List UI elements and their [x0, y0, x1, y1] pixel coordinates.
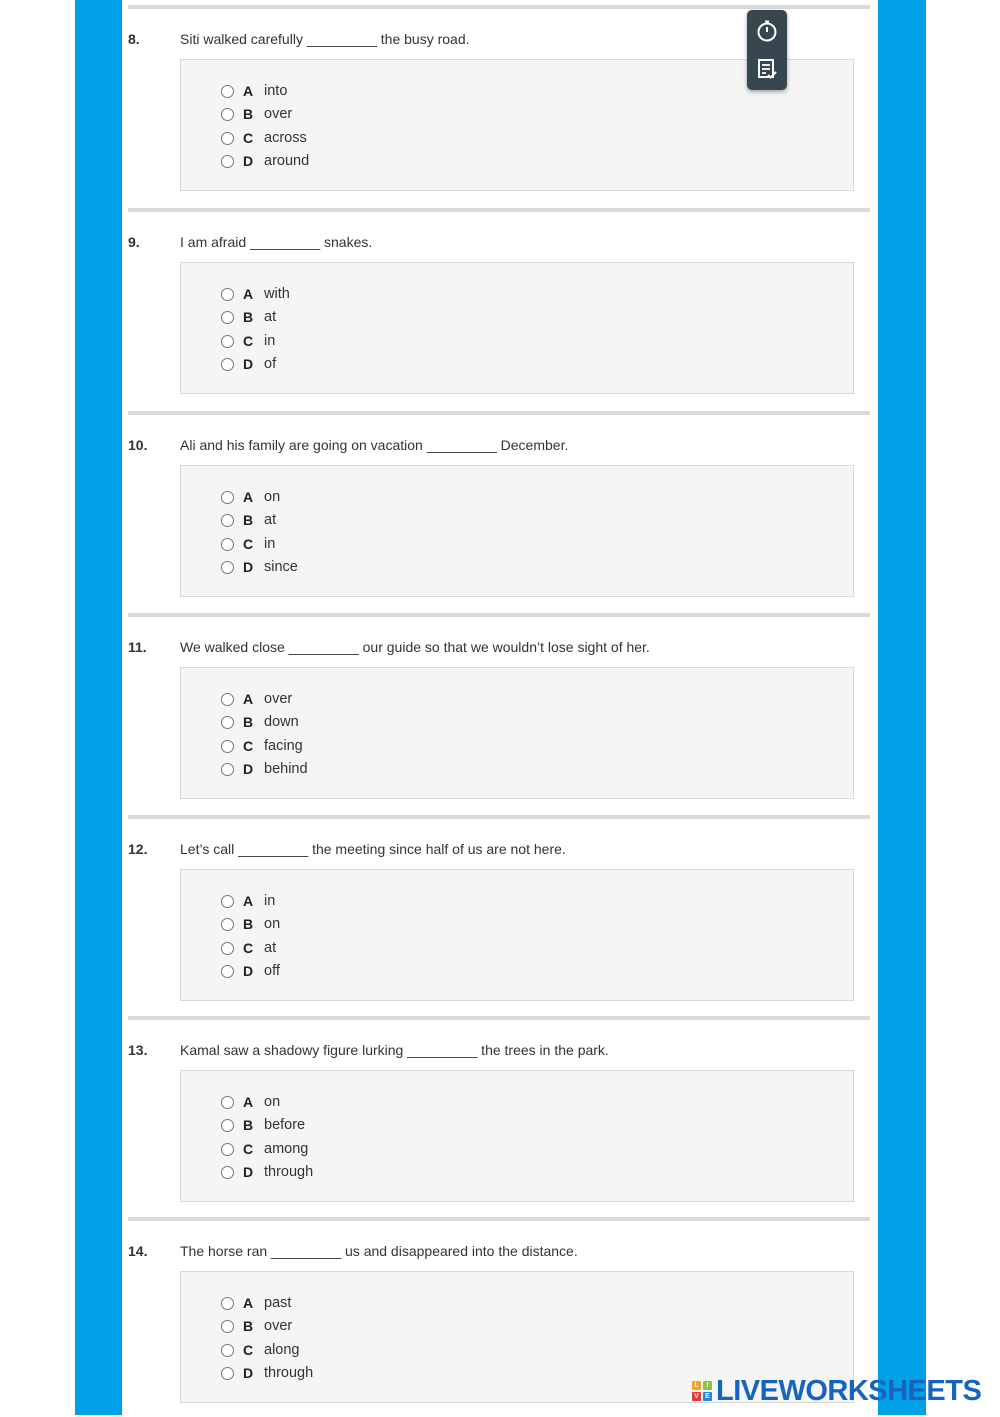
radio-button[interactable]: [221, 895, 234, 908]
option-letter: D: [243, 1164, 254, 1180]
answer-option[interactable]: [221, 1162, 313, 1182]
answer-option[interactable]: [221, 938, 276, 958]
question-text: The horse ran _________ us and disappeared into the distance.: [180, 1243, 578, 1259]
question-divider: [128, 5, 870, 9]
answer-option[interactable]: [221, 128, 307, 148]
radio-button[interactable]: [221, 763, 234, 776]
answer-options-box: [180, 667, 854, 799]
question-number: 11.: [128, 639, 147, 655]
answer-option[interactable]: [221, 961, 280, 981]
answer-option[interactable]: [221, 914, 280, 934]
radio-button[interactable]: [221, 514, 234, 527]
option-text: with: [264, 286, 290, 302]
option-letter: C: [243, 1141, 254, 1157]
option-text: in: [264, 893, 276, 909]
answer-option[interactable]: [221, 1340, 299, 1360]
checklist-icon: [755, 57, 779, 81]
answer-option[interactable]: [221, 759, 308, 779]
option-letter: A: [243, 83, 254, 99]
question-divider: [128, 1016, 870, 1020]
option-text: among: [264, 1141, 309, 1157]
radio-button[interactable]: [221, 1297, 234, 1310]
option-text: before: [264, 1117, 306, 1133]
option-text: down: [264, 714, 299, 730]
radio-button[interactable]: [221, 85, 234, 98]
option-text: through: [264, 1164, 314, 1180]
answer-option[interactable]: [221, 354, 276, 374]
option-letter: B: [243, 309, 254, 325]
option-letter: C: [243, 738, 254, 754]
option-text: off: [264, 963, 280, 979]
answer-option[interactable]: [221, 736, 303, 756]
radio-button[interactable]: [221, 491, 234, 504]
logo-text: LIVEWORKSHEETS: [716, 1374, 982, 1407]
option-text: in: [264, 536, 276, 552]
option-letter: C: [243, 1342, 254, 1358]
question-block: [128, 208, 870, 408]
option-letter: D: [243, 153, 254, 169]
radio-button[interactable]: [221, 1344, 234, 1357]
answer-option[interactable]: [221, 151, 309, 171]
option-text: along: [264, 1342, 300, 1358]
question-text: Siti walked carefully _________ the busy road.: [180, 31, 470, 47]
radio-button[interactable]: [221, 538, 234, 551]
option-text: past: [264, 1295, 292, 1311]
option-letter: B: [243, 714, 254, 730]
question-number: 14.: [128, 1243, 148, 1259]
answer-option[interactable]: [221, 1316, 292, 1336]
option-text: on: [264, 916, 281, 932]
question-text: Ali and his family are going on vacation _________ December.: [180, 437, 569, 453]
floating-toolbar: [747, 10, 787, 90]
option-text: on: [264, 1094, 281, 1110]
option-letter: A: [243, 1094, 254, 1110]
answer-option[interactable]: [221, 1092, 280, 1112]
liveworksheets-logo: [692, 1372, 981, 1410]
radio-button[interactable]: [221, 1166, 234, 1179]
option-letter: C: [243, 940, 254, 956]
option-text: since: [264, 559, 298, 575]
answer-option[interactable]: [221, 104, 292, 124]
timer-button[interactable]: [751, 14, 783, 48]
question-divider: [128, 1217, 870, 1221]
option-text: over: [264, 106, 293, 122]
option-text: through: [264, 1365, 314, 1381]
radio-button[interactable]: [221, 1320, 234, 1333]
answer-option[interactable]: [221, 307, 276, 327]
option-text: into: [264, 83, 288, 99]
option-letter: C: [243, 333, 254, 349]
radio-button[interactable]: [221, 358, 234, 371]
answer-option[interactable]: [221, 891, 275, 911]
radio-button[interactable]: [221, 108, 234, 121]
answer-option[interactable]: [221, 1115, 305, 1135]
question-number: 13.: [128, 1042, 148, 1058]
option-text: in: [264, 333, 276, 349]
answer-option[interactable]: [221, 487, 280, 507]
option-letter: D: [243, 1365, 254, 1381]
radio-button[interactable]: [221, 918, 234, 931]
question-number: 10.: [128, 437, 148, 453]
radio-button[interactable]: [221, 335, 234, 348]
question-divider: [128, 208, 870, 212]
question-block: [128, 411, 870, 611]
radio-button[interactable]: [221, 311, 234, 324]
option-text: at: [264, 512, 277, 528]
radio-button[interactable]: [221, 132, 234, 145]
left-border-bar: [75, 0, 122, 1415]
option-letter: B: [243, 106, 254, 122]
logo-tile: V: [692, 1392, 701, 1401]
answer-option[interactable]: [221, 81, 287, 101]
answer-option[interactable]: [221, 510, 276, 530]
radio-button[interactable]: [221, 740, 234, 753]
question-text: We walked close _________ our guide so that we wouldn’t lose sight of her.: [180, 639, 650, 655]
option-letter: B: [243, 512, 254, 528]
option-text: at: [264, 940, 277, 956]
radio-button[interactable]: [221, 942, 234, 955]
option-letter: B: [243, 1117, 254, 1133]
option-letter: A: [243, 893, 254, 909]
option-text: on: [264, 489, 281, 505]
answer-option[interactable]: [221, 534, 275, 554]
right-border-bar: [878, 0, 926, 1415]
question-number: 8.: [128, 31, 140, 47]
option-letter: D: [243, 356, 254, 372]
option-letter: A: [243, 1295, 254, 1311]
question-divider: [128, 815, 870, 819]
finish-button[interactable]: [751, 52, 783, 86]
option-letter: A: [243, 489, 254, 505]
question-text: Let’s call _________ the meeting since half of us are not here.: [180, 841, 566, 857]
option-text: of: [264, 356, 277, 372]
option-letter: B: [243, 1318, 254, 1334]
radio-button[interactable]: [221, 1367, 234, 1380]
answer-option[interactable]: [221, 689, 292, 709]
logo-tiles: [692, 1381, 712, 1401]
option-text: around: [264, 153, 310, 169]
option-letter: C: [243, 130, 254, 146]
radio-button[interactable]: [221, 288, 234, 301]
option-letter: D: [243, 963, 254, 979]
question-number: 9.: [128, 234, 140, 250]
answer-options-box: [180, 869, 854, 1001]
option-letter: B: [243, 916, 254, 932]
option-letter: C: [243, 536, 254, 552]
answer-option[interactable]: [221, 557, 298, 577]
question-number: 12.: [128, 841, 148, 857]
answer-option[interactable]: [221, 331, 275, 351]
question-text: I am afraid _________ snakes.: [180, 234, 373, 250]
question-block: [128, 613, 870, 813]
question-block: [128, 1016, 870, 1216]
radio-button[interactable]: [221, 561, 234, 574]
option-letter: A: [243, 691, 254, 707]
radio-button[interactable]: [221, 716, 234, 729]
option-letter: A: [243, 286, 254, 302]
question-block: [128, 815, 870, 1015]
answer-option[interactable]: [221, 284, 290, 304]
question-divider: [128, 613, 870, 617]
radio-button[interactable]: [221, 693, 234, 706]
option-text: over: [264, 691, 293, 707]
option-text: across: [264, 130, 307, 146]
option-letter: D: [243, 559, 254, 575]
option-text: at: [264, 309, 277, 325]
option-text: over: [264, 1318, 293, 1334]
logo-tile: I: [703, 1381, 712, 1390]
stopwatch-icon: [755, 19, 779, 43]
option-text: facing: [264, 738, 303, 754]
answer-options-box: [180, 465, 854, 597]
answer-options-box: [180, 1070, 854, 1202]
radio-button[interactable]: [221, 1119, 234, 1132]
answer-option[interactable]: [221, 712, 299, 732]
radio-button[interactable]: [221, 155, 234, 168]
logo-tile: L: [692, 1381, 701, 1390]
answer-option[interactable]: [221, 1363, 313, 1383]
answer-options-box: [180, 262, 854, 394]
radio-button[interactable]: [221, 965, 234, 978]
question-divider: [128, 411, 870, 415]
option-letter: D: [243, 761, 254, 777]
radio-button[interactable]: [221, 1096, 234, 1109]
question-text: Kamal saw a shadowy figure lurking _________ the trees in the park.: [180, 1042, 609, 1058]
answer-option[interactable]: [221, 1139, 308, 1159]
option-text: behind: [264, 761, 308, 777]
logo-tile: E: [703, 1392, 712, 1401]
radio-button[interactable]: [221, 1143, 234, 1156]
answer-option[interactable]: [221, 1293, 291, 1313]
